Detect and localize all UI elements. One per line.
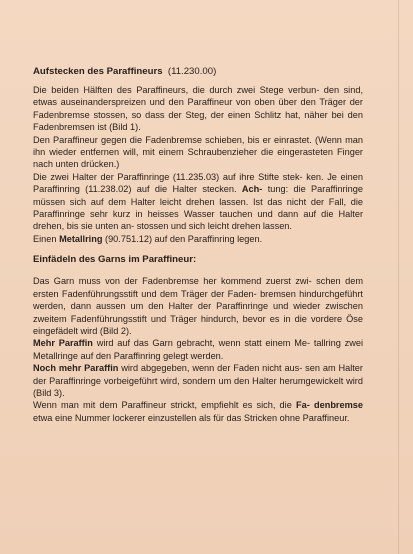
text-line: und Träger hindurch, bevor es in die vordere Öse eingefädelt wird [33,313,363,336]
text-line: (90.751.12) auf den Paraffinring legen. [105,233,263,244]
text-line: Das Garn muss von der Fadenbremse her kommend zuerst zwi- [33,276,312,287]
text-line: Den Paraffineur gegen die Fadenbremse schieben, bis er einrastet. [33,134,312,145]
text-line: Wasser tauchen und dann auf die Halter drehen, bis sie unten an- [33,209,364,232]
text-line: (Bild 2). [99,325,132,336]
section-heading-einfaedeln: Einfädeln des Garns im Paraffineur: [33,254,197,266]
text-line: ken. Je einen Paraffinring (11.238.02) auf die Halter stecken. [33,171,363,195]
text-line: wird abgegeben, wenn der Faden nicht aus- [121,363,303,374]
section-heading-aufstecken [33,66,363,78]
bold-term-achtung: Ach- [241,184,263,195]
text-line: den Halter herumgewickelt wird (Bild 3). [33,375,363,398]
text-line: bremsen hindurchgeführt werden, dann aussen um den Halter der [33,288,363,312]
text-line: tallring zwei Metallringe auf den Paraffinring gelegt werden. [33,338,364,361]
bold-term-mehr-paraffin: Mehr Paraffin [33,338,93,349]
paragraph-aufstecken [33,84,363,245]
text-line: Stricken ohne Paraffineur. [243,412,350,423]
section-heading-aufstecken-title: Aufstecken des Paraffineurs [33,66,163,77]
text-line: die eingerasteten Finger nach unten drücken.) [33,147,363,170]
text-line: Einen [33,233,57,244]
text-line: schen dem ersten Fadenführungsstift und dem Träger der Faden- [33,276,363,299]
text-line: Wenn man mit dem Paraffineur strickt, empfiehlt es sich, die [33,400,292,411]
document-body [33,66,363,424]
text-line: Die beiden Hälften des Paraffineurs, die durch zwei Stege verbun- [33,85,320,95]
text-line: wird auf das Garn gebracht, wenn statt einem Me- [96,338,311,349]
text-line: einen Schlitz hat, näher bei den Fadenbremsen ist (Bild 1). [33,109,363,133]
bold-term-noch-mehr-paraffin: Noch mehr Paraffin [33,363,119,374]
bold-term-fadenbremse-1: Fa- [296,400,310,411]
text-line: über den Träger der Fadenbremse stossen, so dass der Steg, der [33,97,363,120]
text-line: tung: die Paraffinringe müssen sich auf dem Halter leicht drehen [33,184,363,207]
bold-term-fadenbremse-2: denbremse [313,400,364,411]
text-line: Paraffinringe und wieder zwischen zweitem Fadenführungsstift [33,301,364,324]
text-line: etwa eine Nummer lockerer einzustellen als für das [33,412,242,423]
text-line: Die zwei Halter der Paraffinringe (11.235.03) auf ihre Stifte stek- [33,171,303,182]
paragraph-einfaedeln [33,275,363,424]
text-line: den sind, etwas auseinanderspreizen und den Paraffineur von oben [33,85,363,108]
bold-term-metallring: Metallring [59,233,103,244]
page-crease [398,0,399,554]
text-line: lassen. Ist das nicht der Fall, die Paraffinringe sehr kurz in heisses [33,196,364,220]
text-line: (Wenn man ihn wieder entfernen will, mit einem Schraubenzieher [33,134,363,158]
text-line: stossen und sich leicht drehen lassen. [136,221,292,232]
text-line: sen am Halter der Paraffinringe vorbeigeführt wird, sondern um [33,363,363,386]
section-heading-aufstecken-ref: (11.230.00) [167,66,217,77]
